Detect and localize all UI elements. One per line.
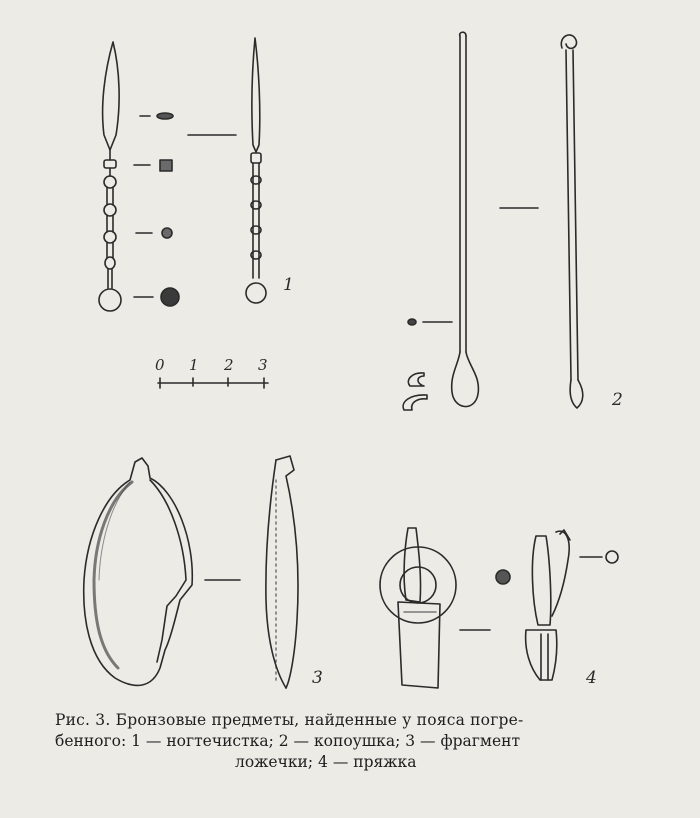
ear-spoon-side-drawing: [561, 35, 582, 408]
spoon-fragment-front-drawing: [84, 458, 240, 685]
spoon-fragment-side-drawing: [266, 456, 298, 688]
scale-bar: [158, 378, 268, 388]
caption-line-3: ложечки; 4 — пряжка: [235, 753, 417, 771]
item-3-label: 3: [312, 668, 323, 688]
figure-caption: [55, 710, 655, 773]
caption-line-2: бенного: 1 — ногтечистка; 2 — копоушка; 3 — фрагмент: [55, 732, 521, 750]
scale-tick-1: 1: [189, 356, 199, 374]
nail-cleaner-sections: [134, 113, 236, 306]
scale-tick-3: 3: [258, 356, 268, 374]
buckle-front-drawing: [380, 528, 490, 688]
scale-tick-0: 0: [155, 356, 165, 374]
buckle-side-drawing: [496, 530, 618, 680]
ear-spoon-front-drawing: [403, 32, 538, 410]
item-1-label: 1: [283, 275, 294, 295]
scale-tick-2: 2: [224, 356, 234, 374]
caption-line-1: Рис. 3. Бронзовые предметы, найденные у пояса погре-: [55, 711, 524, 729]
item-2-label: 2: [612, 390, 623, 410]
nail-cleaner-front-drawing: [99, 42, 121, 311]
item-4-label: 4: [586, 668, 597, 688]
nail-cleaner-side-drawing: [246, 38, 266, 303]
